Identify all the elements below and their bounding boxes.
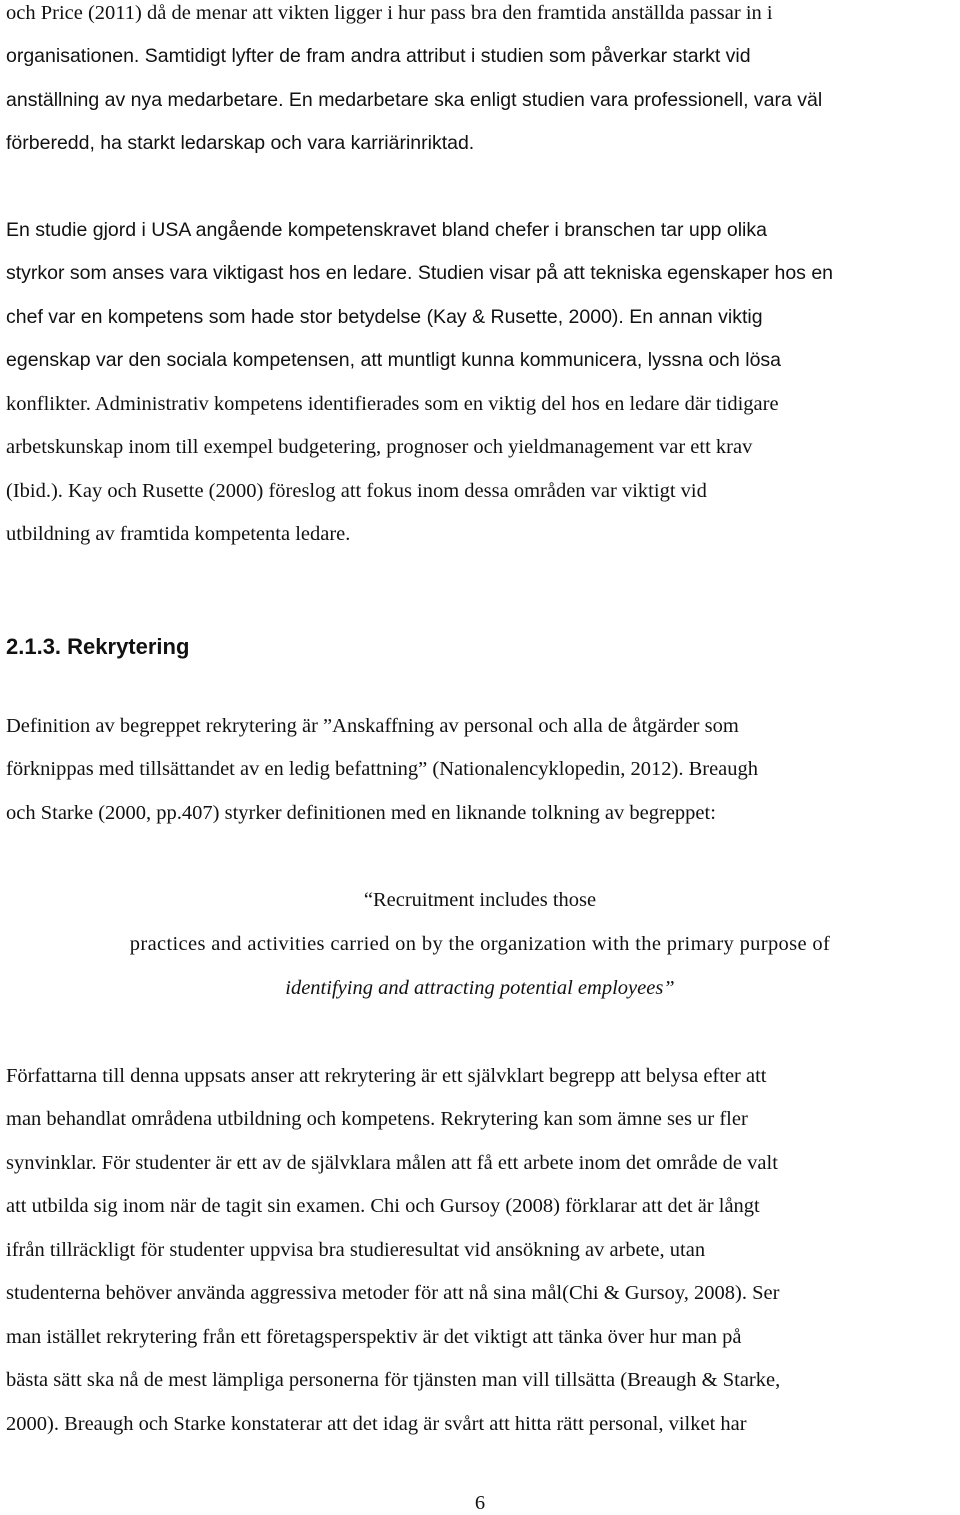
text-line: att utbilda sig inom när de tagit sin examen. Chi och Gursoy (2008) förklarar att det är långt (6, 1195, 760, 1217)
text-line: En studie gjord i USA angående kompetenskravet bland chefer i branschen tar upp olika (6, 219, 767, 241)
text-line: studenterna behöver använda aggressiva metoder för att nå sina mål(Chi & Gursoy, 2008). Ser (6, 1282, 780, 1304)
quote-line: identifying and attracting potential employees” (285, 977, 675, 999)
text-line: bästa sätt ska nå de mest lämpliga personerna för tjänsten man vill tillsätta (Breaugh & Starke, (6, 1369, 781, 1391)
text-line: synvinklar. För studenter är ett av de självklara målen att få ett arbete inom det område de valt (6, 1152, 778, 1174)
text-line: konflikter. Administrativ kompetens identifierades som en viktig del hos en ledare där tidigare (6, 393, 779, 415)
text-line: Författarna till denna uppsats anser att rekrytering är ett självklart begrepp att belysa efter att (6, 1065, 767, 1087)
text-line: och Price (2011) då de menar att vikten ligger i hur pass bra den framtida anställda passar in i (6, 2, 773, 24)
text-line: arbetskunskap inom till exempel budgetering, prognoser och yieldmanagement var ett krav (6, 436, 753, 458)
text-line: ifrån tillräckligt för studenter uppvisa bra studieresultat vid ansökning av arbete, utan (6, 1239, 706, 1261)
text-line: chef var en kompetens som hade stor betydelse (Kay & Rusette, 2000). En annan viktig (6, 306, 763, 328)
text-line: man istället rekrytering från ett företagsperspektiv är det viktigt att tänka över hur man på (6, 1326, 742, 1348)
text-line: 2000). Breaugh och Starke konstaterar att det idag är svårt att hitta rätt personal, vilket har (6, 1413, 747, 1435)
text-line: man behandlat områdena utbildning och kompetens. Rekrytering kan som ämne ses ur fler (6, 1108, 748, 1130)
text-line: och Starke (2000, pp.407) styrker definitionen med en liknande tolkning av begreppet: (6, 802, 716, 824)
text-line: förknippas med tillsättandet av en ledig befattning” (Nationalencyklopedin, 2012). Breaugh (6, 758, 759, 780)
quote-line: “Recruitment includes those (363, 889, 597, 911)
text-line: organisationen. Samtidigt lyfter de fram andra attribut i studien som påverkar starkt vid (6, 45, 751, 67)
text-line: (Ibid.). Kay och Rusette (2000) föreslog att fokus inom dessa områden var viktigt vid (6, 480, 707, 502)
page-number: 6 (474, 1492, 486, 1514)
text-line: förberedd, ha starkt ledarskap och vara karriärinriktad. (6, 132, 475, 154)
text-line: styrkor som anses vara viktigast hos en ledare. Studien visar på att tekniska egenskaper hos en (6, 262, 834, 284)
quote-line: practices and activities carried on by the organization with the primary purpose of (129, 933, 831, 955)
text-line: anställning av nya medarbetare. En medarbetare ska enligt studien vara professionell, vara väl (6, 89, 823, 111)
text-line: utbildning av framtida kompetenta ledare. (6, 523, 351, 545)
text-line: egenskap var den sociala kompetensen, att muntligt kunna kommunicera, lyssna och lösa (6, 349, 782, 371)
section-heading: 2.1.3. Rekrytering (6, 634, 190, 659)
text-line: Definition av begreppet rekrytering är ”Anskaffning av personal och alla de åtgärder som (6, 715, 739, 737)
